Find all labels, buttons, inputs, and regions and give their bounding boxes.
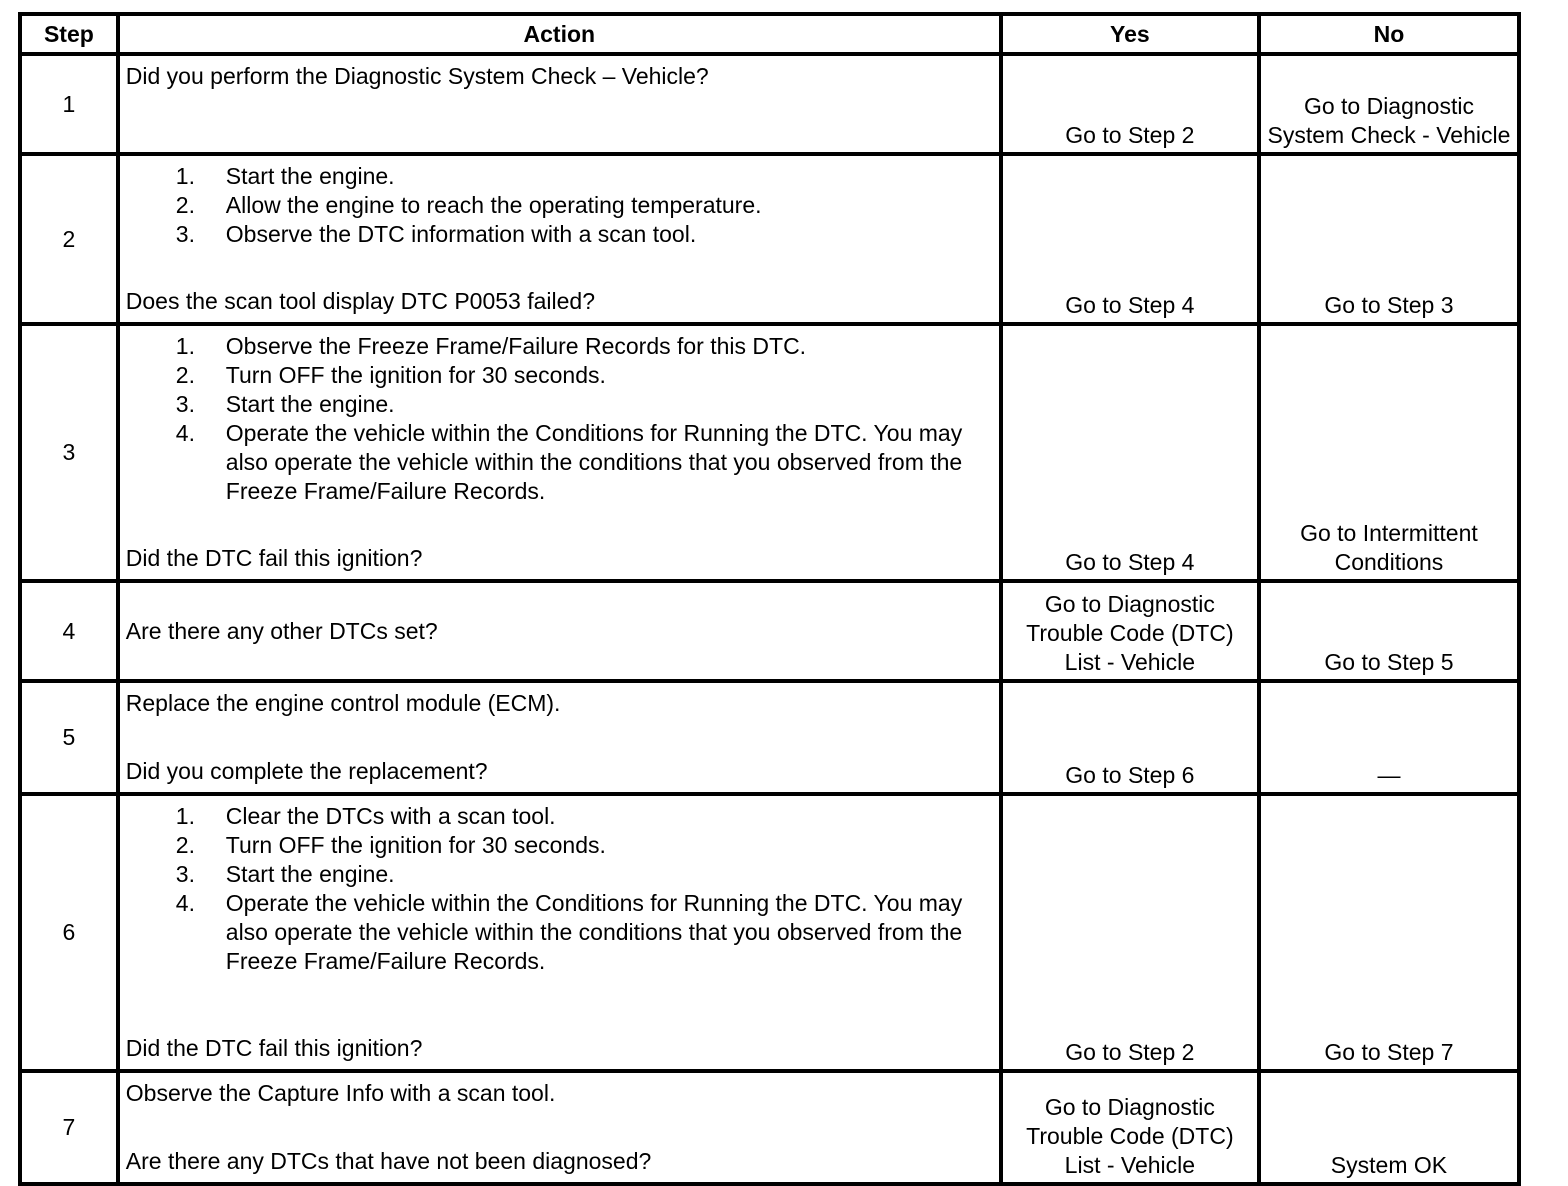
yes-cell: Go to Step 2 [1001, 794, 1259, 1071]
step-number: 4 [20, 581, 118, 681]
no-cell: Go to Step 3 [1259, 154, 1519, 324]
no-cell: Go to Intermittent Conditions [1259, 324, 1519, 581]
no-cell: — [1259, 681, 1519, 794]
list-item: 2. Allow the engine to reach the operating temperature. [175, 192, 762, 218]
table-row [20, 324, 1519, 581]
action-steps-list [126, 332, 993, 506]
action-cell [118, 1071, 1001, 1184]
list-item: 3. Start the engine. [175, 861, 395, 887]
table-row [20, 681, 1519, 794]
table-row [20, 581, 1519, 681]
yes-cell: Go to Step 6 [1001, 681, 1259, 794]
yes-cell: Go to Diagnostic Trouble Code (DTC) List - Vehicle [1001, 1071, 1259, 1184]
action-cell [118, 681, 1001, 794]
step-number: 6 [20, 794, 118, 1071]
action-cell [118, 581, 1001, 681]
table-row [20, 1071, 1519, 1184]
header-no: No [1259, 14, 1519, 54]
no-cell: Go to Step 7 [1259, 794, 1519, 1071]
list-item: 3. Start the engine. [175, 391, 395, 417]
action-intro: Replace the engine control module (ECM). [125, 690, 561, 716]
action-steps-list [126, 802, 993, 976]
header-row [20, 14, 1519, 54]
action-question: Does the scan tool display DTC P0053 failed? [125, 288, 595, 314]
action-cell [118, 154, 1001, 324]
action-steps-list [126, 162, 993, 249]
action-question: Did you complete the replacement? [125, 758, 488, 784]
step-number: 1 [20, 54, 118, 154]
list-item: 2. Turn OFF the ignition for 30 seconds. [175, 362, 606, 388]
list-item: 4. Operate the vehicle within the Conditions for Running the DTC. You may also operate the vehicle within the conditions that you observed from the Freeze Frame/Failure Records. [175, 420, 963, 504]
list-item: 4. Operate the vehicle within the Conditions for Running the DTC. You may also operate the vehicle within the conditions that you observed from the Freeze Frame/Failure Records. [175, 890, 963, 974]
list-item: 3. Observe the DTC information with a scan tool. [175, 221, 697, 247]
action-cell [118, 324, 1001, 581]
no-cell: Go to Step 5 [1259, 581, 1519, 681]
action-question: Did the DTC fail this ignition? [125, 545, 423, 571]
action-question: Are there any other DTCs set? [125, 617, 438, 644]
list-item: 2. Turn OFF the ignition for 30 seconds. [175, 832, 606, 858]
list-item: 1. Clear the DTCs with a scan tool. [175, 803, 556, 829]
yes-cell: Go to Step 4 [1001, 154, 1259, 324]
action-intro: Observe the Capture Info with a scan tool. [125, 1080, 556, 1106]
step-number: 3 [20, 324, 118, 581]
yes-cell: Go to Step 4 [1001, 324, 1259, 581]
list-item: 1. Start the engine. [175, 163, 395, 189]
list-item: 1. Observe the Freeze Frame/Failure Records for this DTC. [175, 333, 807, 359]
diagnostic-table [18, 12, 1521, 1186]
table-row [20, 154, 1519, 324]
step-number: 5 [20, 681, 118, 794]
step-number: 2 [20, 154, 118, 324]
yes-cell: Go to Diagnostic Trouble Code (DTC) List - Vehicle [1001, 581, 1259, 681]
action-cell [118, 794, 1001, 1071]
action-question: Did the DTC fail this ignition? [125, 1035, 423, 1061]
action-question: Are there any DTCs that have not been diagnosed? [125, 1148, 652, 1174]
action-question: Did you perform the Diagnostic System Check – Vehicle? [125, 63, 709, 89]
table-row [20, 54, 1519, 154]
header-yes: Yes [1001, 14, 1259, 54]
no-cell: Go to Diagnostic System Check - Vehicle [1259, 54, 1519, 154]
step-number: 7 [20, 1071, 118, 1184]
header-action: Action [118, 14, 1001, 54]
yes-cell: Go to Step 2 [1001, 54, 1259, 154]
no-cell: System OK [1259, 1071, 1519, 1184]
header-step: Step [20, 14, 118, 54]
action-cell [118, 54, 1001, 154]
table-row [20, 794, 1519, 1071]
